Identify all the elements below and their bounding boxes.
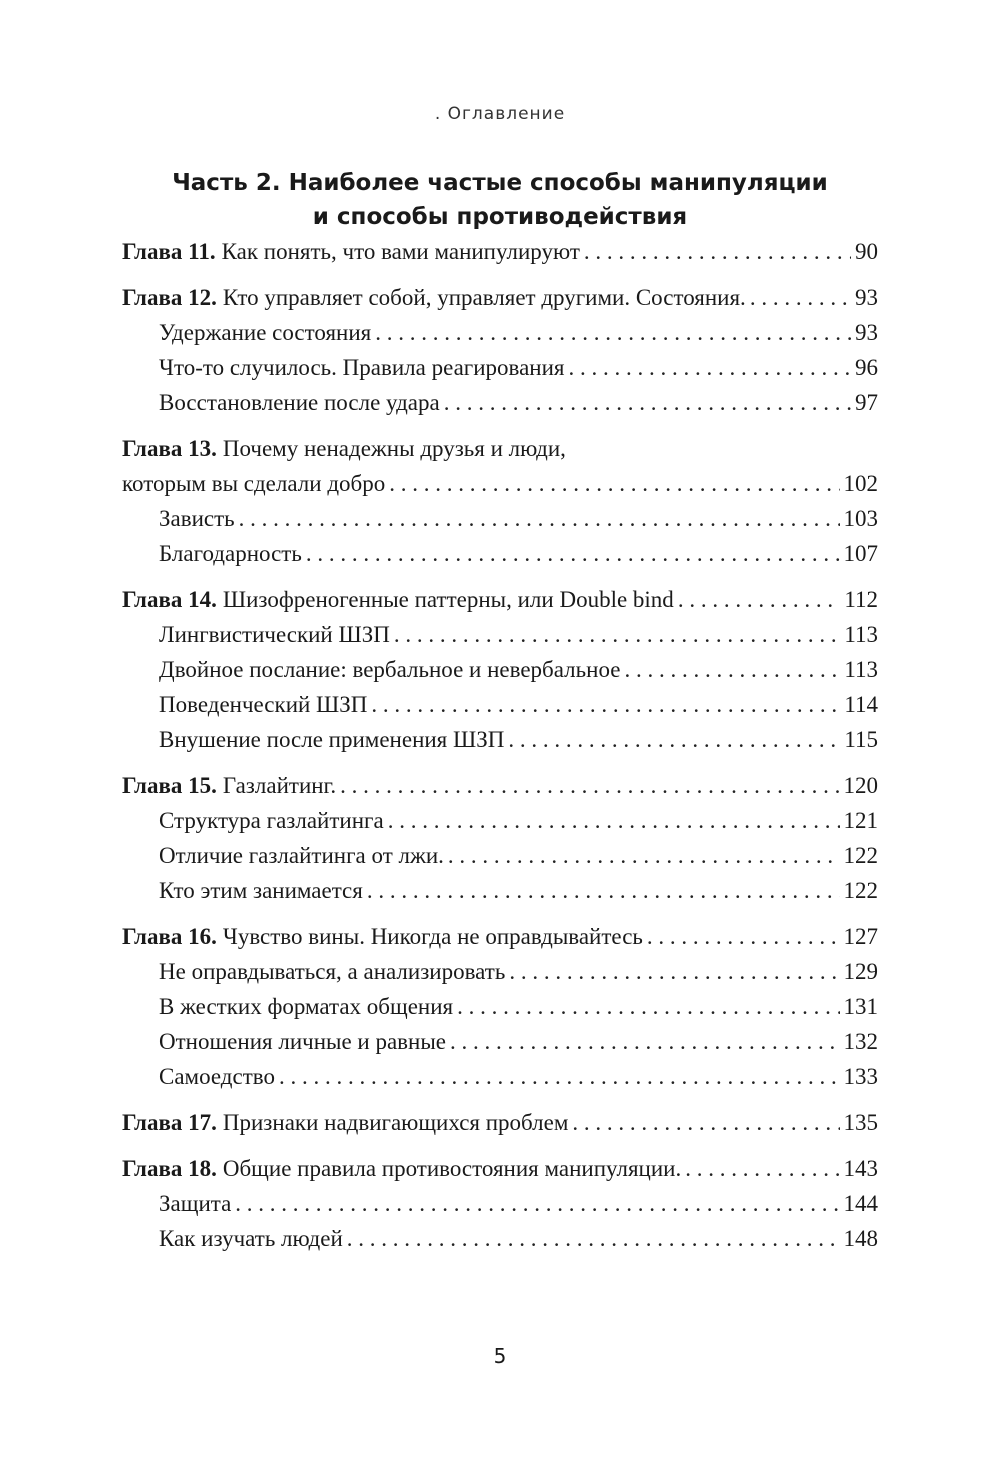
part-title	[0, 166, 1000, 234]
chapter-label: Глава 12.	[122, 285, 217, 310]
toc-chapter-11[interactable]	[122, 234, 878, 269]
page-number: 93	[855, 320, 878, 345]
dot-leader	[509, 954, 839, 989]
dot-leader	[572, 1105, 839, 1140]
part-title-line-1: Часть 2. Наиболее частые способы манипуляции	[172, 170, 828, 196]
toc-chapter-16[interactable]	[122, 919, 878, 954]
toc-chapter-12[interactable]	[122, 280, 878, 315]
toc-chapter-13[interactable]	[122, 431, 878, 501]
dot-leader	[750, 280, 851, 315]
page-number: 103	[843, 506, 878, 531]
section-title: Кто этим занимается	[159, 878, 363, 903]
section-title: Не оправдываться, а анализировать	[159, 959, 506, 984]
chapter-label: Глава 17.	[122, 1110, 217, 1135]
toc-section[interactable]	[122, 617, 878, 652]
chapter-label: Глава 16.	[122, 924, 217, 949]
dot-leader	[678, 582, 841, 617]
dot-leader	[235, 1186, 839, 1221]
page-number: 115	[844, 727, 878, 752]
chapter-label: Глава 14.	[122, 587, 217, 612]
page-number: 93	[855, 285, 878, 310]
toc-section[interactable]	[122, 1024, 878, 1059]
dot-leader	[624, 652, 840, 687]
section-title: Самоедство	[159, 1064, 275, 1089]
toc-section[interactable]	[122, 1059, 878, 1094]
chapter-label: Глава 13.	[122, 436, 217, 461]
chapter-title-line-1: Почему ненадежны друзья и люди,	[222, 436, 566, 461]
section-title: Удержание состояния	[159, 320, 372, 345]
part-title-line-2: и способы противодействия	[312, 204, 688, 230]
chapter-label: Глава 15.	[122, 773, 217, 798]
toc-chapter-14[interactable]	[122, 582, 878, 617]
page-number: 90	[855, 239, 878, 264]
dot-leader	[584, 234, 851, 269]
dot-leader	[389, 466, 839, 501]
section-title: Двойное послание: вербальное и невербальное	[159, 657, 621, 682]
page-number: 113	[844, 622, 878, 647]
dot-leader	[394, 617, 841, 652]
page-number: 131	[843, 994, 878, 1019]
page-number: 144	[843, 1191, 878, 1216]
page-folio: 5	[493, 1344, 507, 1368]
page-number: 120	[843, 773, 878, 798]
dot-leader	[444, 385, 851, 420]
dot-leader	[685, 1151, 839, 1186]
section-title: Отношения личные и равные	[159, 1029, 447, 1054]
dot-leader	[347, 1221, 840, 1256]
page-number: 143	[843, 1156, 878, 1181]
section-title: Структура газлайтинга	[159, 808, 384, 833]
toc-section[interactable]	[122, 873, 878, 908]
section-title: Внушение после применения ШЗП	[159, 727, 505, 752]
toc-section[interactable]	[122, 1221, 878, 1256]
toc-section[interactable]	[122, 803, 878, 838]
toc-section[interactable]	[122, 722, 878, 757]
section-title: Что-то случилось. Правила реагирования	[159, 355, 565, 380]
section-title: Защита	[159, 1191, 232, 1216]
section-title: Поведенческий ШЗП	[159, 692, 368, 717]
dot-leader	[367, 873, 840, 908]
dot-leader	[388, 803, 840, 838]
toc-section[interactable]	[122, 501, 878, 536]
dot-leader	[239, 501, 840, 536]
dot-leader	[375, 315, 851, 350]
page-number: 107	[843, 541, 878, 566]
running-head: . Оглавление	[434, 104, 566, 124]
dot-leader	[306, 536, 840, 571]
toc-chapter-18[interactable]	[122, 1151, 878, 1186]
dot-leader	[508, 722, 840, 757]
chapter-label: Глава 18.	[122, 1156, 217, 1181]
dot-leader	[371, 687, 840, 722]
page-number: 122	[843, 878, 878, 903]
page-number: 114	[844, 692, 878, 717]
chapter-label: Глава 11.	[122, 239, 216, 264]
toc-chapter-15[interactable]	[122, 768, 878, 803]
dot-leader	[647, 919, 840, 954]
toc-section[interactable]	[122, 989, 878, 1024]
toc-chapter-17[interactable]	[122, 1105, 878, 1140]
toc-section[interactable]	[122, 687, 878, 722]
page-number: 96	[855, 355, 878, 380]
dot-leader	[340, 768, 839, 803]
page-number: 112	[844, 587, 878, 612]
page-number: 129	[843, 959, 878, 984]
toc-section[interactable]	[122, 315, 878, 350]
section-title: Отличие газлайтинга от лжи.	[159, 843, 444, 868]
toc-section[interactable]	[122, 652, 878, 687]
section-title: Зависть	[159, 506, 235, 531]
page-number: 102	[843, 471, 878, 496]
section-title: Восстановление после удара	[159, 390, 440, 415]
chapter-title: Общие правила противостояния манипуляции.	[222, 1156, 682, 1181]
toc-section[interactable]	[122, 385, 878, 420]
dot-leader	[448, 838, 840, 873]
chapter-title: Газлайтинг.	[222, 773, 337, 798]
dot-leader	[569, 350, 852, 385]
section-title: Лингвистический ШЗП	[159, 622, 390, 647]
page-number: 135	[843, 1110, 878, 1135]
toc-section[interactable]	[122, 536, 878, 571]
chapter-title: Чувство вины. Никогда не оправдывайтесь	[222, 924, 643, 949]
toc-section[interactable]	[122, 1186, 878, 1221]
page-number: 122	[843, 843, 878, 868]
page-number: 127	[843, 924, 878, 949]
table-of-contents	[122, 234, 878, 1256]
toc-section[interactable]	[122, 838, 878, 873]
page-number: 121	[843, 808, 878, 833]
page-number: 148	[843, 1226, 878, 1251]
section-title: В жестких форматах общения	[159, 994, 454, 1019]
chapter-title-line-2: которым вы сделали добро	[122, 471, 386, 496]
page-number: 132	[843, 1029, 878, 1054]
toc-section[interactable]	[122, 350, 878, 385]
section-title: Как изучать людей	[159, 1226, 343, 1251]
page-number: 97	[855, 390, 878, 415]
page-number: 133	[843, 1064, 878, 1089]
dot-leader	[450, 1024, 839, 1059]
chapter-title: Кто управляет собой, управляет другими. Состояния.	[222, 285, 746, 310]
page-number: 113	[844, 657, 878, 682]
chapter-title: Признаки надвигающихся проблем	[222, 1110, 569, 1135]
dot-leader	[457, 989, 839, 1024]
toc-section[interactable]	[122, 954, 878, 989]
dot-leader	[279, 1059, 840, 1094]
chapter-title: Как понять, что вами манипулируют	[221, 239, 580, 264]
section-title: Благодарность	[159, 541, 302, 566]
chapter-title: Шизофреногенные паттерны, или Double bind	[222, 587, 674, 612]
